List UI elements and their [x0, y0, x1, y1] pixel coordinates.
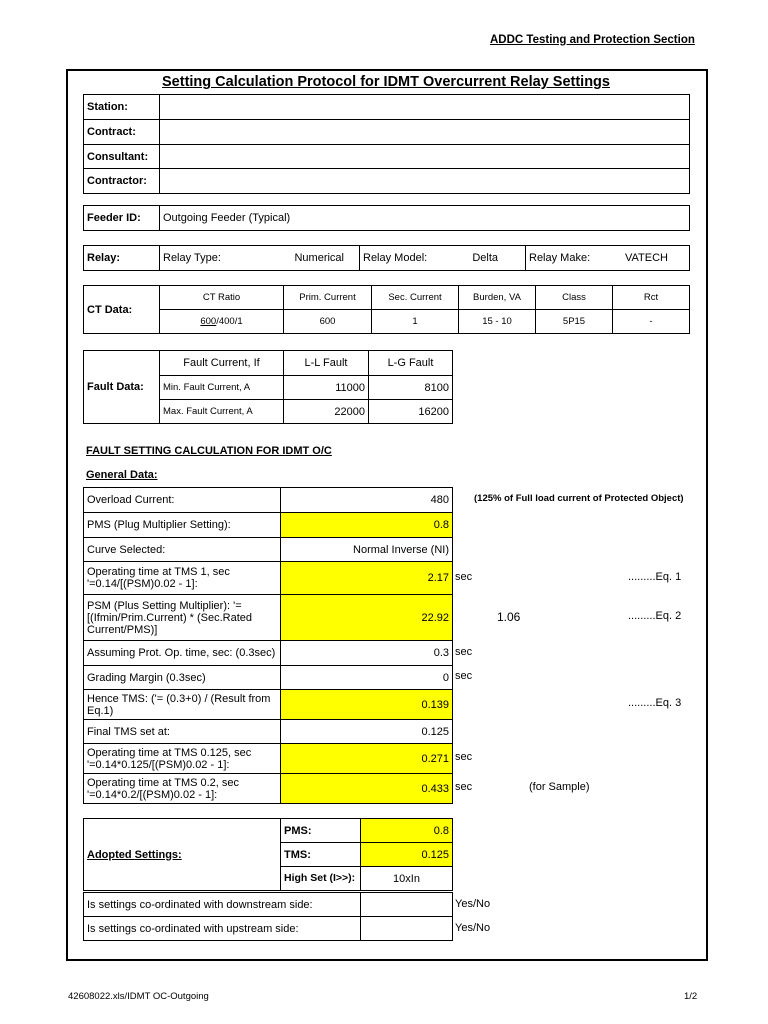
max-lg-value: 16200	[369, 400, 453, 424]
calc-label: Curve Selected:	[84, 538, 281, 562]
adopted-tms-value: 0.125	[361, 843, 453, 867]
ll-fault-header: L-L Fault	[284, 351, 369, 376]
relay-table	[83, 245, 690, 271]
relay-model-cell	[360, 246, 526, 271]
calc-label: Final TMS set at:	[84, 720, 281, 744]
downstream-label: Is settings co-ordinated with downstream side:	[84, 893, 361, 917]
adopted-tms-label: TMS:	[281, 843, 361, 867]
ct-ratio-rest: /400/1	[216, 315, 243, 327]
contractor-label: Contractor:	[84, 169, 160, 194]
calc-unit: sec	[455, 781, 473, 793]
relay-type-value: Numerical	[294, 252, 344, 264]
calc-label: Operating time at TMS 1, sec '=0.14/[(PSM)0.02 - 1]:	[84, 562, 281, 595]
calc-value: 0.271	[281, 744, 453, 774]
adopted-label-text: Adopted Settings:	[87, 848, 182, 861]
ct-label: CT Data:	[84, 286, 160, 334]
calc-label: Operating time at TMS 0.2, sec '=0.14*0.2/[(PSM)0.02 - 1]:	[84, 774, 281, 804]
upstream-answer-field[interactable]	[361, 917, 453, 941]
ct-header: Sec. Current	[372, 286, 459, 310]
calc-value: 0.125	[281, 720, 453, 744]
coordination-table	[83, 892, 453, 941]
fault-col-header: Fault Current, If	[160, 351, 284, 376]
calc-eq-ref: .........Eq. 2	[628, 610, 682, 622]
calc-value: Normal Inverse (NI)	[281, 538, 453, 562]
ct-value: 1	[372, 310, 459, 334]
feeder-table	[83, 205, 690, 231]
min-fault-label: Min. Fault Current, A	[160, 376, 284, 400]
ct-ratio-value	[160, 310, 284, 334]
contract-label: Contract:	[84, 120, 160, 145]
station-label: Station:	[84, 95, 160, 120]
calc-label: PSM (Plus Setting Multiplier): '=[(Ifmin/Prim.Current) * (Sec.Rated Current/PMS)]	[84, 595, 281, 641]
calc-eq-ref: .........Eq. 3	[628, 697, 682, 709]
ct-header: Burden, VA	[459, 286, 536, 310]
fault-label: Fault Data:	[84, 351, 160, 424]
calc-row	[84, 690, 453, 720]
consultant-field[interactable]	[160, 145, 690, 169]
relay-make-label: Relay Make:	[529, 252, 591, 264]
calc-value: 2.17	[281, 562, 453, 595]
calc-label: PMS (Plug Multiplier Setting):	[84, 513, 281, 538]
calc-value: 0.433	[281, 774, 453, 804]
ct-header: Rct	[613, 286, 690, 310]
calc-unit: sec	[455, 670, 473, 682]
consultant-label: Consultant:	[84, 145, 160, 169]
feeder-value: Outgoing Feeder (Typical)	[160, 206, 690, 231]
relay-make-value: VATECH	[625, 252, 668, 264]
general-data-title: General Data:	[86, 469, 158, 481]
calc-unit: sec	[455, 570, 473, 583]
calc-value: 480	[281, 488, 453, 513]
relay-type-cell	[160, 246, 360, 271]
relay-label: Relay:	[84, 246, 160, 271]
calc-note: 1.06	[497, 610, 521, 624]
upstream-label: Is settings co-ordinated with upstream side:	[84, 917, 361, 941]
calc-value: 22.92	[281, 595, 453, 641]
calc-label: Hence TMS: ('= (0.3+0) / (Result from Eq.1)	[84, 690, 281, 720]
ct-value: 600	[284, 310, 372, 334]
downstream-answer-field[interactable]	[361, 893, 453, 917]
calc-unit: sec	[455, 751, 473, 763]
adopted-settings-table	[83, 818, 453, 891]
calc-row	[84, 666, 453, 690]
contract-field[interactable]	[160, 120, 690, 145]
calc-eq-ref: .........Eq. 1	[628, 570, 682, 583]
adopted-label	[84, 819, 281, 891]
adopted-highset-label: High Set (I>>):	[281, 867, 361, 891]
calc-note: (125% of Full load current of Protected Object)	[474, 492, 684, 504]
adopted-highset-value: 10xIn	[361, 867, 453, 891]
ct-header: CT Ratio	[160, 286, 284, 310]
calc-section-title: FAULT SETTING CALCULATION FOR IDMT O/C	[86, 445, 332, 457]
min-lg-value: 8100	[369, 376, 453, 400]
calc-row	[84, 595, 453, 641]
document-title: Setting Calculation Protocol for IDMT Overcurrent Relay Settings	[162, 74, 610, 90]
feeder-label: Feeder ID:	[84, 206, 160, 231]
calc-value: 0.8	[281, 513, 453, 538]
ct-header: Prim. Current	[284, 286, 372, 310]
calc-row	[84, 538, 453, 562]
relay-make-cell	[526, 246, 690, 271]
calc-row	[84, 488, 453, 513]
ct-value: 15 - 10	[459, 310, 536, 334]
relay-type-label: Relay Type:	[163, 252, 221, 264]
calc-row	[84, 562, 453, 595]
calc-label: Assuming Prot. Op. time, sec: (0.3sec)	[84, 641, 281, 666]
upstream-yes-no: Yes/No	[455, 922, 491, 934]
project-info-table	[83, 94, 690, 194]
lg-fault-header: L-G Fault	[369, 351, 453, 376]
downstream-yes-no: Yes/No	[455, 898, 491, 910]
calc-label: Grading Margin (0.3sec)	[84, 666, 281, 690]
max-ll-value: 22000	[284, 400, 369, 424]
contractor-field[interactable]	[160, 169, 690, 194]
calculation-table	[83, 487, 453, 804]
calc-row	[84, 744, 453, 774]
ct-value: -	[613, 310, 690, 334]
calc-unit: sec	[455, 645, 473, 658]
calc-row	[84, 774, 453, 804]
fault-data-table	[83, 350, 453, 424]
calc-label: Overload Current:	[84, 488, 281, 513]
ct-ratio-selected: 600	[200, 315, 217, 327]
max-fault-label: Max. Fault Current, A	[160, 400, 284, 424]
footer-file: 42608022.xls/IDMT OC-Outgoing	[68, 991, 209, 1002]
calc-value: 0.139	[281, 690, 453, 720]
adopted-pms-value: 0.8	[361, 819, 453, 843]
min-ll-value: 11000	[284, 376, 369, 400]
calc-label: Operating time at TMS 0.125, sec '=0.14*0.125/[(PSM)0.02 - 1]:	[84, 744, 281, 774]
calc-row	[84, 641, 453, 666]
calc-note: (for Sample)	[529, 781, 590, 793]
ct-header: Class	[536, 286, 613, 310]
footer-page: 1/2	[684, 991, 698, 1002]
page-header: ADDC Testing and Protection Section	[490, 34, 695, 46]
ct-data-table	[83, 285, 690, 334]
station-field[interactable]	[160, 95, 690, 120]
calc-value: 0.3	[281, 641, 453, 666]
adopted-pms-label: PMS:	[281, 819, 361, 843]
relay-model-label: Relay Model:	[363, 252, 428, 264]
ct-value: 5P15	[536, 310, 613, 334]
calc-row	[84, 720, 453, 744]
relay-model-value: Delta	[472, 252, 498, 264]
calc-row	[84, 513, 453, 538]
calc-value: 0	[281, 666, 453, 690]
